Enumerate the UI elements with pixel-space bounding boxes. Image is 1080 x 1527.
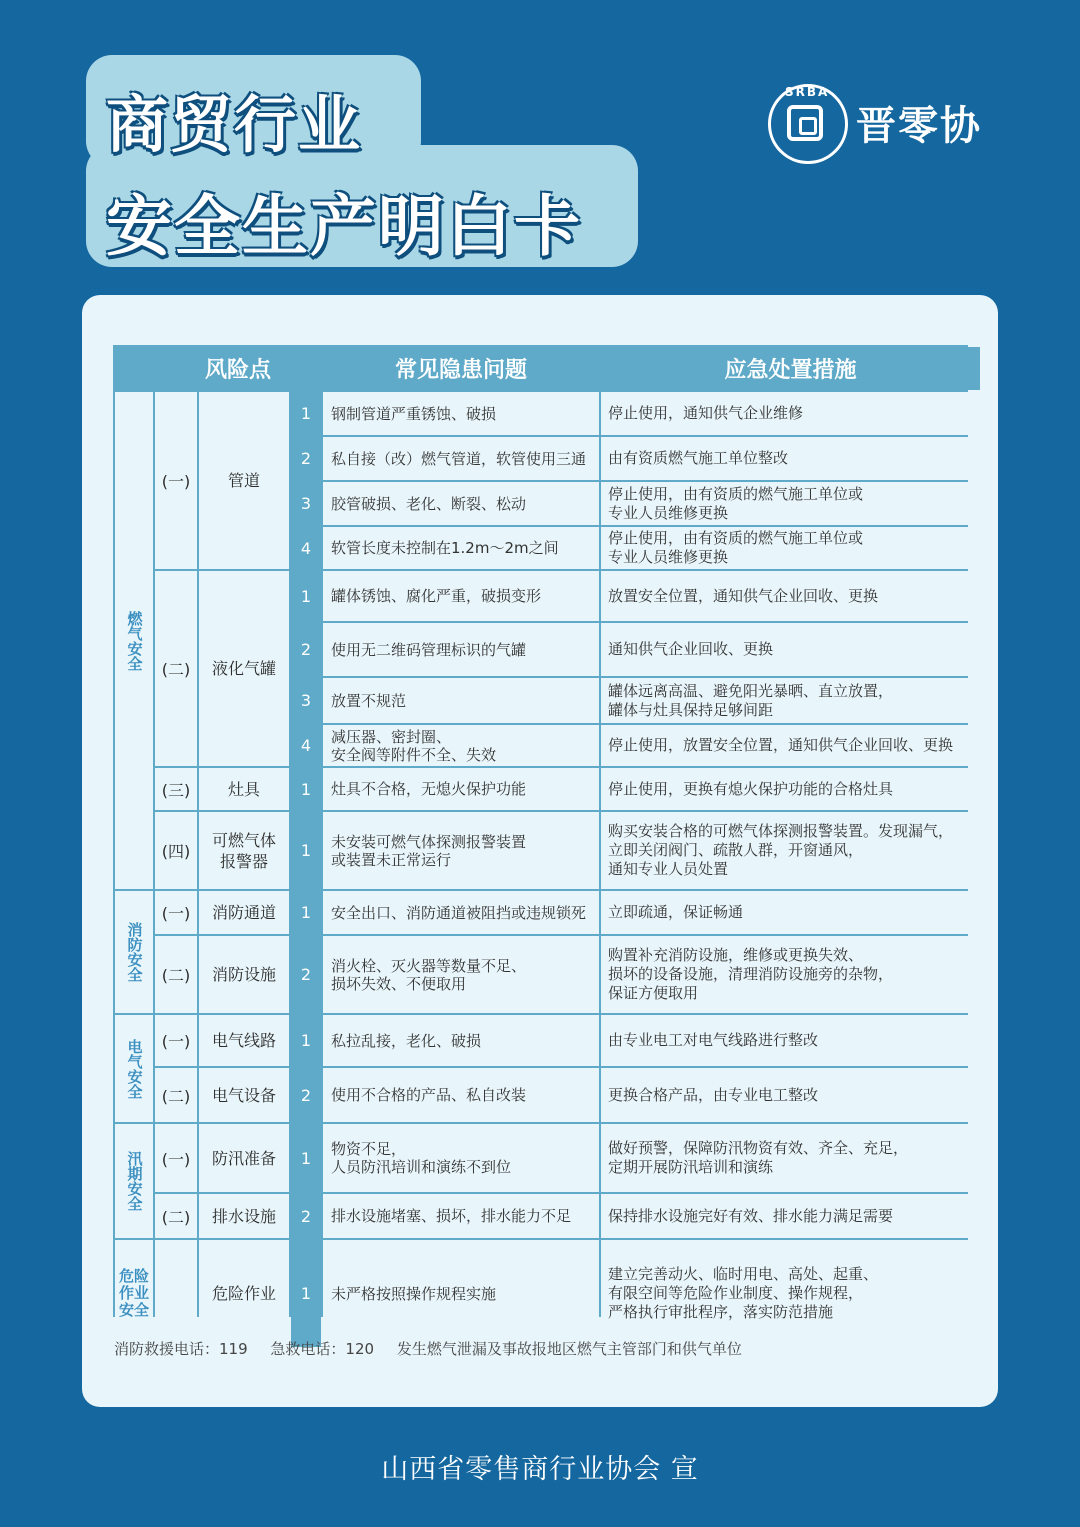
measure-cell: 罐体远离高温、避免阳光暴晒、直立放置， 罐体与灶具保持足够间距 (601, 678, 980, 723)
measure-cell: 保持排水设施完好有效、排水能力满足需要 (601, 1194, 980, 1238)
row-number: 2 (291, 936, 321, 1013)
header-risk: 风险点 (155, 347, 321, 390)
issue-cell: 罐体锈蚀、腐化严重，破损变形 (323, 571, 599, 621)
category-electric: 电气安全 (115, 1015, 153, 1122)
logo-inner-mark (787, 105, 823, 141)
title-line-2: 安全生产明白卡 (106, 188, 582, 265)
row-number: 1 (291, 1240, 321, 1347)
safety-table (113, 345, 968, 1321)
issue-cell: 钢制管道严重锈蚀、破损 (323, 392, 599, 435)
issue-cell: 未安装可燃气体探测报警装置 或装置未正常运行 (323, 812, 599, 889)
measure-cell: 更换合格产品，由专业电工整改 (601, 1068, 980, 1122)
logo-name: 晋零协 (856, 103, 982, 149)
measure-cell: 购买安装合格的可燃气体探测报警装置。发现漏气， 立即关闭阀门、疏散人群，开窗通风， 通知专业人员处置 (601, 812, 980, 889)
measure-cell: 放置安全位置，通知供气企业回收、更换 (601, 571, 980, 621)
measure-cell: 建立完善动火、临时用电、高处、起重、 有限空间等危险作业制度、操作规程， 严格执行审批程序，落实防范措施 (601, 1240, 980, 1347)
risk-point-flood-prep: 防汛准备 (199, 1124, 289, 1192)
measure-cell: 停止使用，由有资质的燃气施工单位或 专业人员维修更换 (601, 482, 980, 525)
risk-point-gas-alarm: 可燃气体 报警器 (199, 812, 289, 889)
risk-point-drainage: 排水设施 (199, 1194, 289, 1238)
category-flood: 汛期安全 (115, 1124, 153, 1238)
category-hazard: 危险作业安全 (115, 1240, 153, 1347)
sub-label: (一) (155, 1015, 197, 1066)
gas-leak-report-note: 发生燃气泄漏及事故报地区燃气主管部门和供气单位 (396, 1340, 742, 1358)
issue-cell: 私自接（改）燃气管道，软管使用三通 (323, 437, 599, 480)
row-number: 4 (291, 725, 321, 766)
issue-cell: 放置不规范 (323, 678, 599, 723)
title-block (86, 55, 646, 270)
risk-point-fire-passage: 消防通道 (199, 891, 289, 934)
issue-cell: 软管长度未控制在1.2m～2m之间 (323, 527, 599, 569)
ambulance-phone: 急救电话：120 (270, 1340, 375, 1358)
measure-cell: 做好预警，保障防汛物资有效、齐全、充足， 定期开展防汛培训和演练 (601, 1124, 980, 1192)
measure-cell: 通知供气企业回收、更换 (601, 623, 980, 676)
row-number: 1 (291, 812, 321, 889)
measure-cell: 购置补充消防设施，维修或更换失效、 损坏的设备设施，清理消防设施旁的杂物， 保证方便取用 (601, 936, 980, 1013)
risk-point-fire-facility: 消防设施 (199, 936, 289, 1013)
row-number: 1 (291, 571, 321, 621)
issue-cell: 私拉乱接，老化、破损 (323, 1015, 599, 1066)
row-number: 1 (291, 1124, 321, 1192)
issue-cell: 减压器、密封圈、 安全阀等附件不全、失效 (323, 725, 599, 766)
fire-rescue-phone: 消防救援电话：119 (114, 1340, 248, 1358)
issue-cell: 使用无二维码管理标识的气罐 (323, 623, 599, 676)
row-number: 1 (291, 392, 321, 435)
title-line-1: 商贸行业 (106, 88, 363, 161)
row-number: 1 (291, 1015, 321, 1066)
sub-label: (一) (155, 1124, 197, 1192)
issue-cell: 灶具不合格，无熄火保护功能 (323, 768, 599, 810)
risk-point-stove: 灶具 (199, 768, 289, 810)
srba-seal-icon (768, 84, 848, 164)
issue-cell: 消火栓、灭火器等数量不足、 损坏失效、不便取用 (323, 936, 599, 1013)
sub-label: (二) (155, 1068, 197, 1122)
row-number: 4 (291, 527, 321, 569)
issue-cell: 未严格按照操作规程实施 (323, 1240, 599, 1347)
sub-label: (三) (155, 768, 197, 810)
sub-label-empty (155, 1240, 197, 1347)
row-number: 2 (291, 1068, 321, 1122)
header-measure: 应急处置措施 (601, 347, 980, 390)
sub-label: (一) (155, 392, 197, 569)
issue-cell: 物资不足， 人员防汛培训和演练不到位 (323, 1124, 599, 1192)
risk-point-hazard-work: 危险作业 (199, 1240, 289, 1347)
measure-cell: 由有资质燃气施工单位整改 (601, 437, 980, 480)
issue-cell: 安全出口、消防通道被阻挡或违规锁死 (323, 891, 599, 934)
row-number: 1 (291, 768, 321, 810)
measure-cell: 停止使用，通知供气企业维修 (601, 392, 980, 435)
logo (768, 82, 1008, 162)
issue-cell: 使用不合格的产品、私自改装 (323, 1068, 599, 1122)
row-number: 1 (291, 891, 321, 934)
logo-arc-text: SRBA (785, 85, 830, 99)
measure-cell: 停止使用，放置安全位置，通知供气企业回收、更换 (601, 725, 980, 766)
row-number: 2 (291, 623, 321, 676)
sub-label: (二) (155, 1194, 197, 1238)
risk-point-pipe: 管道 (199, 392, 289, 569)
sub-label: (二) (155, 571, 197, 766)
sub-label: (四) (155, 812, 197, 889)
category-gas: 燃气安全 (115, 392, 153, 889)
header-blank (115, 347, 153, 390)
risk-point-equipment: 电气设备 (199, 1068, 289, 1122)
risk-point-lpg-tank: 液化气罐 (199, 571, 289, 766)
header-issue: 常见隐患问题 (323, 347, 599, 390)
measure-cell: 立即疏通，保证畅通 (601, 891, 980, 934)
row-number: 3 (291, 678, 321, 723)
measure-cell: 由专业电工对电气线路进行整改 (601, 1015, 980, 1066)
issue-cell: 排水设施堵塞、损坏，排水能力不足 (323, 1194, 599, 1238)
risk-point-wiring: 电气线路 (199, 1015, 289, 1066)
row-number: 2 (291, 1194, 321, 1238)
row-number: 3 (291, 482, 321, 525)
sub-label: (一) (155, 891, 197, 934)
issue-cell: 胶管破损、老化、断裂、松动 (323, 482, 599, 525)
row-number: 2 (291, 437, 321, 480)
sub-label: (二) (155, 936, 197, 1013)
publisher-line: 山西省零售商行业协会 宣 (381, 1454, 699, 1485)
category-fire: 消防安全 (115, 891, 153, 1013)
measure-cell: 停止使用，由有资质的燃气施工单位或 专业人员维修更换 (601, 527, 980, 569)
measure-cell: 停止使用，更换有熄火保护功能的合格灶具 (601, 768, 980, 810)
emergency-contacts (114, 1338, 760, 1359)
